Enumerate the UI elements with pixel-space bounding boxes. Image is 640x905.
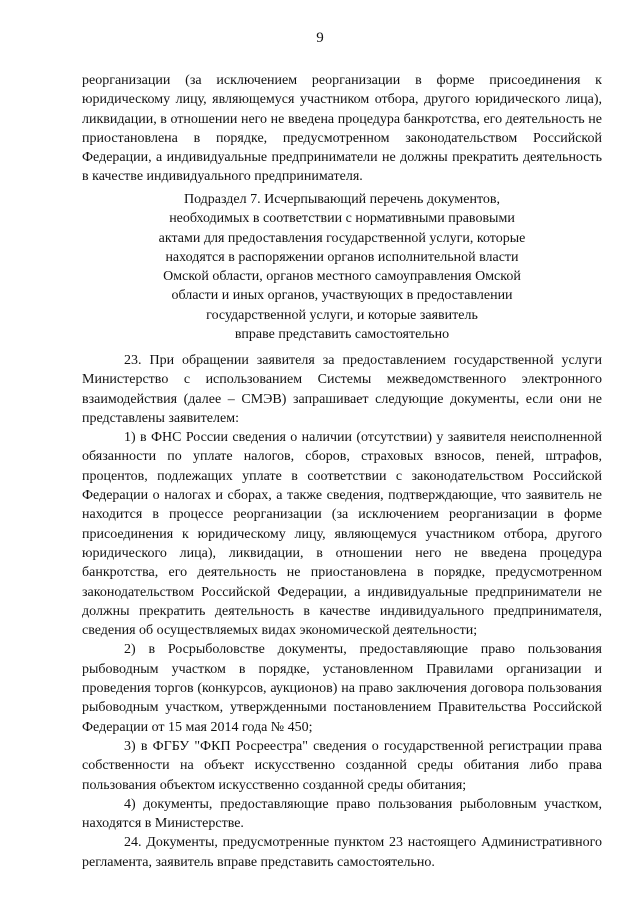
heading-line: Подраздел 7. Исчерпывающий перечень документов,	[183, 192, 501, 207]
main-text	[82, 351, 602, 872]
heading-line: находятся в распоряжении органов исполнительной власти	[165, 249, 519, 265]
intro-paragraph-block	[82, 71, 602, 187]
heading-line: актами для предоставления государственной услуги, которые	[158, 230, 526, 246]
heading-line: государственной услуги, и которые заявитель	[206, 307, 478, 323]
paragraph-23: 23. При обращении заявителя за предоставлением государственной услуги Министерство с использованием Системы межведомственного электронного взаимодействия (далее – СМЭВ) запрашивает следующие документы, если они не представлены заявителем:	[82, 353, 602, 426]
paragraph-item-4: 4) документы, предоставляющие право пользования рыболовным участком, находятся в Министерстве.	[82, 796, 602, 832]
paragraph-item-1: 1) в ФНС России сведения о наличии (отсутствии) у заявителя неисполненной обязанности по уплате налогов, сборов, страховых взносов, пеней, штрафов, процентов, подлежащих уплате в соответствии с законодательством Российской Федерации о налогах и сборах, а также сведения, подтверждающие, что заявитель не находится в процессе реорганизации (за исключением реорганизации в форме присоединения к юридическому лицу, являющемуся участником отбора, другого юридического лица), ликвидации, в отношении него не введена процедура банкротства, его деятельность не приостановлена в порядке, предусмотренном законодательством Российской Федерации, а индивидуальные предприниматели не должны прекратить деятельность в качестве индивидуального предпринимателя, сведения об осуществляемых видах экономической деятельности;	[82, 430, 602, 639]
page-number: 9	[316, 30, 324, 46]
heading-line: Омской области, органов местного самоуправления Омской	[163, 269, 521, 285]
heading-line: необходимых в соответствии с нормативными правовыми	[169, 211, 515, 227]
intro-paragraph: реорганизации (за исключением реорганизации в форме присоединения к юридическому лицу, являющемуся участником отбора, другого юридического лица), ликвидации, в отношении него не введена процедура банкротства, его деятельность не приостановлена в порядке, предусмотренном законодательством Российской Федерации, а индивидуальные предприниматели не должны прекратить деятельность в качестве индивидуального предпринимателя.	[82, 73, 602, 185]
heading-line: вправе представить самостоятельно	[234, 327, 450, 343]
paragraph-item-2: 2) в Росрыболовстве документы, предоставляющие право пользования рыбоводным участком в порядке, установленном Правилами организации и проведения торгов (конкурсов, аукционов) на право заключения договора пользования рыбоводным участком, утвержденными постановлением Правительства Российской Федерации от 15 мая 2014 года № 450;	[82, 642, 602, 735]
paragraph-24: 24. Документы, предусмотренные пунктом 23 настоящего Административного регламента, заявитель вправе представить самостоятельно.	[82, 835, 602, 870]
subsection-heading	[82, 190, 602, 344]
paragraph-item-3: 3) в ФГБУ "ФКП Росреестра" сведения о государственной регистрации права собственности на объект искусственно созданной среды обитания либо права пользования объектом искусственно созданной среды обитания;	[82, 738, 602, 793]
heading-line: области и иных органов, участвующих в предоставлении	[171, 288, 513, 304]
